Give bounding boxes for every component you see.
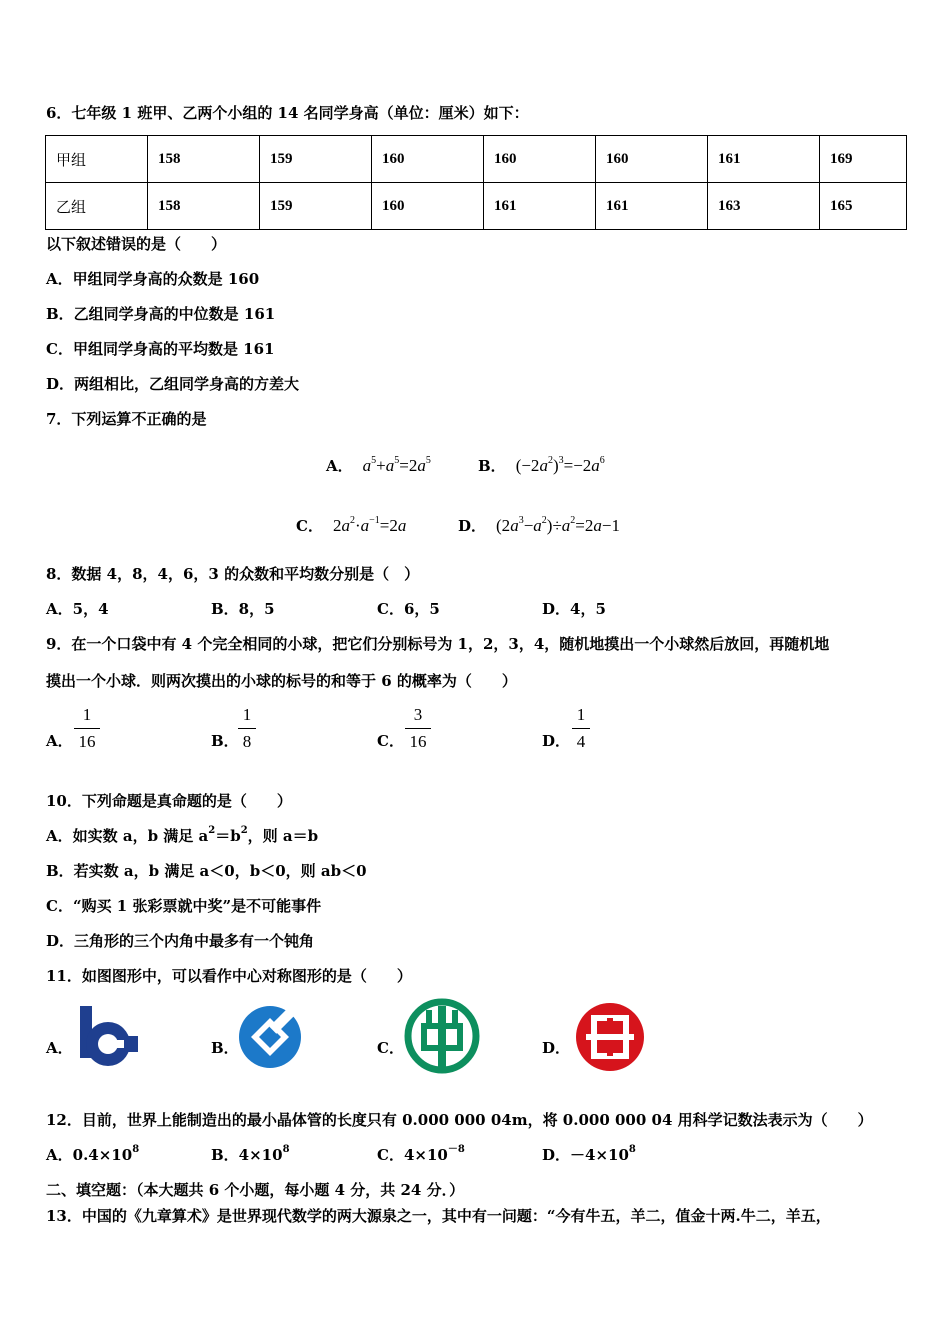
q9-stem-line2: 摸出一个小球．则两次摸出的小球的标号的和等于 6 的概率为（ ） — [46, 672, 517, 690]
icbc-logo-icon — [572, 1000, 648, 1074]
denominator: 16 — [78, 732, 96, 751]
q7-option-a: A． $a^5+a^5=2a^5$ — [326, 455, 431, 475]
q6-prompt: 以下叙述错误的是（ ） — [46, 235, 227, 253]
table-cell: 161 — [596, 183, 708, 230]
q9-option-a-fraction — [74, 704, 100, 753]
table-cell: 158 — [148, 183, 260, 230]
table-cell: 160 — [596, 136, 708, 183]
q11-option-c-label: C． — [377, 1039, 404, 1057]
table-cell: 159 — [260, 183, 372, 230]
q10-stem: 10．下列命题是真命题的是（ ） — [46, 792, 292, 810]
q9-option-b-label: B． — [211, 732, 239, 750]
table-cell: 165 — [820, 183, 907, 230]
q7-option-b: B． $(-2a^2)^3=-2a^6$ — [478, 455, 605, 475]
numerator: 3 — [413, 705, 423, 724]
q12-option-d: D．$-4\times 10^8$ — [542, 1144, 636, 1164]
numerator: 1 — [576, 705, 586, 724]
q9-option-d-fraction — [572, 704, 590, 753]
q12-option-c: C．$4\times 10^{-8}$ — [377, 1144, 465, 1164]
q8-option-a: A．5，4 — [46, 600, 109, 618]
height-table — [45, 135, 907, 230]
q7-stem: 7．下列运算不正确的是 — [46, 410, 207, 428]
bank-of-communications-logo-icon — [74, 1000, 146, 1074]
q8-option-c: C．6，5 — [377, 600, 440, 618]
row-label: 甲组 — [46, 136, 148, 183]
q11-option-b-label: B． — [211, 1039, 239, 1057]
q6-option-a: A．甲组同学身高的众数是 160 — [46, 270, 260, 288]
q9-option-c-label: C． — [377, 732, 404, 750]
q10-option-b: B．若实数 a，b 满足 a＜0，b＜0，则 ab＜0 — [46, 862, 367, 880]
q8-option-d: D．4，5 — [542, 600, 606, 618]
denominator: 8 — [242, 732, 252, 751]
option-label: B． — [478, 457, 506, 475]
q6-option-c: C．甲组同学身高的平均数是 161 — [46, 340, 275, 358]
q7-option-c: C． $2a^2\cdot a^{-1}=2a$ — [296, 515, 407, 535]
q12-option-a: A．$0.4\times 10^8$ — [46, 1144, 140, 1164]
option-label: C． — [296, 517, 323, 535]
agricultural-bank-logo-icon — [404, 998, 480, 1074]
denominator: 4 — [576, 732, 586, 751]
numerator: 1 — [82, 705, 92, 724]
q12-option-b: B．$4\times 10^8$ — [211, 1144, 290, 1164]
table-cell: 169 — [820, 136, 907, 183]
q9-option-a-label: A． — [46, 732, 73, 750]
q8-option-b: B．8，5 — [211, 600, 275, 618]
table-cell: 161 — [708, 136, 820, 183]
q11-option-a-label: A． — [46, 1039, 73, 1057]
numerator: 1 — [242, 705, 252, 724]
table-row — [46, 183, 907, 230]
q10-option-d: D．三角形的三个内角中最多有一个钝角 — [46, 932, 315, 950]
q10-option-a: A．如实数 a，b 满足 $a^2=b^2$，则 a＝b — [46, 825, 319, 845]
china-construction-bank-logo-icon — [237, 1004, 303, 1070]
q6-option-d: D．两组相比，乙组同学身高的方差大 — [46, 375, 300, 393]
q8-stem: 8．数据 4，8，4，6，3 的众数和平均数分别是（ ） — [46, 565, 420, 583]
q9-stem-line1: 9．在一个口袋中有 4 个完全相同的小球，把它们分别标号为 1，2，3，4，随机地摸出一个小球然后放回，再随机地 — [46, 635, 830, 653]
table-cell: 160 — [372, 136, 484, 183]
table-cell: 160 — [484, 136, 596, 183]
q12-stem: 12．目前，世界上能制造出的最小晶体管的长度只有 0.000 000 04m，将 0.000 000 04 用科学记数法表示为（ ） — [46, 1111, 873, 1129]
option-label: D． — [458, 517, 487, 535]
q9-option-b-fraction — [238, 704, 256, 753]
q10-option-c: C．“购买 1 张彩票就中奖”是不可能事件 — [46, 897, 322, 915]
row-label: 乙组 — [46, 183, 148, 230]
q11-option-d-label: D． — [542, 1039, 571, 1057]
q9-option-d-label: D． — [542, 732, 571, 750]
q13-stem: 13．中国的《九章算术》是世界现代数学的两大源泉之一，其中有一问题：“今有牛五，羊二，值金十两.牛二，羊五， — [46, 1207, 831, 1225]
table-row — [46, 136, 907, 183]
q11-stem: 11．如图图形中，可以看作中心对称图形的是（ ） — [46, 967, 412, 985]
table-cell: 160 — [372, 183, 484, 230]
table-cell: 163 — [708, 183, 820, 230]
q6-option-b: B．乙组同学身高的中位数是 161 — [46, 305, 276, 323]
denominator: 16 — [409, 732, 427, 751]
table-cell: 159 — [260, 136, 372, 183]
option-label: A． — [326, 457, 353, 475]
q7-option-d: D． $(2a^3-a^2)\div a^2=2a-1$ — [458, 515, 620, 535]
table-cell: 158 — [148, 136, 260, 183]
q9-option-c-fraction — [405, 704, 431, 753]
q6-stem: 6．七年级 1 班甲、乙两个小组的 14 名同学身高（单位：厘米）如下： — [46, 104, 529, 122]
table-cell: 161 — [484, 183, 596, 230]
section-heading: 二、填空题：（本大题共 6 个小题，每小题 4 分，共 24 分．） — [46, 1181, 465, 1199]
